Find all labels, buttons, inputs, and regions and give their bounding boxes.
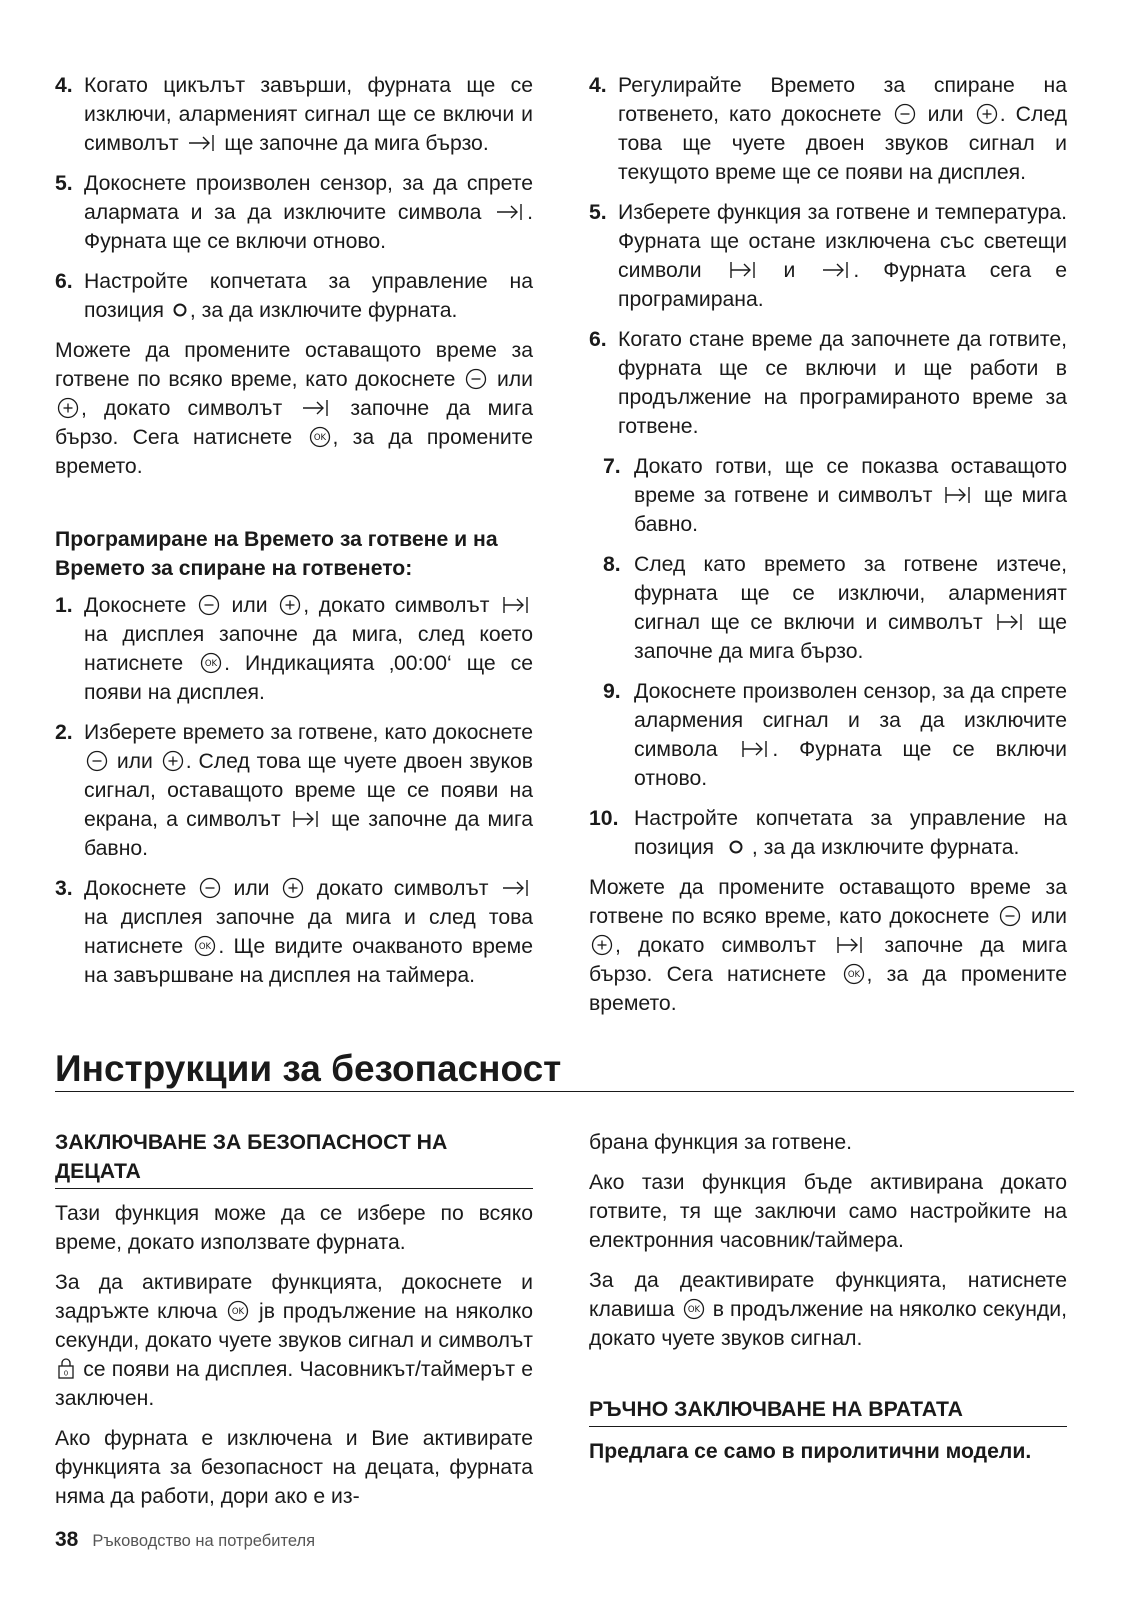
step-text: Изберете функция за готвене и температура. Фурната ще остане изключена със светещи символи — [618, 201, 1067, 282]
page-footer — [55, 1528, 315, 1552]
plus-icon — [57, 397, 79, 419]
duration-icon — [740, 738, 770, 760]
duration-icon — [728, 259, 758, 281]
step-text: , за да изключите фурната. — [751, 836, 1020, 859]
child-lock-column — [55, 1128, 533, 1522]
step-text: Когато цикълът завърши, фурната ще се изключи, алармeният сигнал ще се включи и символът — [84, 74, 533, 155]
minus-icon — [465, 368, 487, 390]
programming-steps-continued — [589, 71, 1067, 441]
para-text: За да деактивирате функцията, натиснете клавиша — [589, 1269, 1067, 1321]
end-time-icon — [187, 132, 217, 154]
step-text: След като времето за готвене изтече, фурната ще се изключи, алармeният сигнал ще се включи и символът — [634, 553, 1067, 634]
para-text: Можете да промените оставащото време за готвене по всяко време, като докоснете — [55, 339, 533, 391]
list-item — [589, 71, 1067, 187]
para-text: За да активирате функцията, докоснете и задръжте ключа — [55, 1271, 533, 1323]
step-text: Докоснете — [84, 877, 187, 900]
child-lock-column-continued — [589, 1128, 1067, 1466]
step-text: на дисплея започне да мига, след което натиснете — [84, 623, 533, 675]
para-text: или — [1030, 905, 1067, 928]
step-number: 4. — [589, 74, 607, 97]
step-text: на дисплея започне да мига и след това натиснете — [84, 906, 533, 958]
list-item — [55, 591, 533, 707]
step-text: ще започне да мига бавно. — [84, 808, 534, 860]
para-text: , за да промените времето. — [589, 963, 1068, 1015]
minus-icon — [999, 905, 1021, 927]
list-item — [589, 325, 1067, 441]
para-text: се появи на дисплея. Часовникът/таймерът е заключен. — [55, 1358, 534, 1410]
step-number: 10. — [589, 807, 619, 830]
step-number: 7. — [603, 455, 621, 478]
step-text: Настройте копчетата за управление на позиция — [634, 807, 1067, 859]
plus-icon — [591, 934, 613, 956]
step-text: ще започне да мига бързо. — [224, 132, 489, 155]
step-text: ще мига бавно. — [634, 484, 1068, 536]
step-text: , докато символът — [303, 594, 490, 617]
list-item — [589, 677, 1067, 793]
duration-icon — [943, 484, 973, 506]
step-number: 8. — [603, 553, 621, 576]
list-item — [589, 550, 1067, 666]
para-text: започне да мига бързо. Сега натиснете — [55, 397, 534, 449]
child-lock-off-note: Ако фурната е изключена и Вие активирате функцията за безопасност на децата, фурната няма да работи, дори ако е из- — [55, 1427, 533, 1508]
step-text: Регулирайте Времето за спиране на готвенето, като докоснете — [618, 74, 1067, 126]
ok-icon — [194, 935, 216, 957]
para-text: започне да мига бързо. Сега натиснете — [589, 934, 1068, 986]
step-text: или — [927, 103, 964, 126]
end-time-icon — [301, 397, 331, 419]
ok-icon — [309, 426, 331, 448]
minus-icon — [199, 877, 221, 899]
ok-icon — [200, 652, 222, 674]
step-text: и — [783, 259, 796, 282]
step-number: 4. — [55, 74, 73, 97]
para-text: , докато символът — [81, 397, 283, 420]
child-lock-intro: Тази функция може да се избере по всяко време, докато използвате фурната. — [55, 1202, 533, 1254]
step-number: 9. — [603, 680, 621, 703]
step-number: 2. — [55, 721, 73, 744]
step-text: докато символът — [316, 877, 489, 900]
step-text: ще започне да мига бързо. — [634, 611, 1068, 663]
para-text: , докато символът — [615, 934, 817, 957]
duration-icon — [995, 611, 1025, 633]
para-text: в продължение на няколко секунди, докато чуете звуков сигнал. — [589, 1298, 1067, 1350]
step-text: или — [231, 594, 268, 617]
step-text: или — [233, 877, 270, 900]
step-text: или — [116, 750, 153, 773]
change-time-paragraph — [589, 873, 1067, 1018]
step-text: Настройте копчетата за управление на позиция — [84, 270, 533, 322]
page-number: 38 — [55, 1528, 79, 1551]
duration-icon — [501, 594, 531, 616]
minus-icon — [86, 750, 108, 772]
minus-icon — [894, 103, 916, 125]
step-text: Докоснете — [84, 594, 187, 617]
list-item — [589, 804, 1067, 862]
para-text: , за да промените времето. — [55, 426, 534, 478]
step-text: Изберете времето за готвене, като докоснете — [84, 721, 533, 744]
plus-icon — [279, 594, 301, 616]
end-time-icon — [495, 201, 525, 223]
child-lock-deactivate — [589, 1266, 1067, 1353]
list-item — [55, 267, 533, 325]
step-text: . След това ще чуете двоен звуков сигнал и текущото време ще се появи на дисплея. — [618, 103, 1068, 184]
end-time-icon — [821, 259, 851, 281]
step-text: Когато стане време да започнете да готвите, фурната ще се включи и ще работи в продължение на програмираното време за готвене. — [618, 328, 1067, 438]
off-position-icon — [722, 836, 750, 858]
para-text: јв продължение на няколко секунди, докато чуете звуков сигнал и символът — [55, 1300, 533, 1352]
end-time-icon — [501, 877, 531, 899]
list-item — [589, 452, 1067, 539]
step-text: . Фурната сега е програмирана. — [618, 259, 1067, 311]
plus-icon — [282, 877, 304, 899]
duration-icon — [291, 808, 321, 830]
child-lock-heading: ЗАКЛЮЧВАНЕ ЗА БЕЗОПАСНОСТ НА ДЕЦАТА — [55, 1128, 533, 1189]
para-text: Можете да промените оставащото време за готвене по всяко време, като докоснете — [589, 876, 1067, 928]
programming-steps-indented — [589, 452, 1067, 793]
door-lock-heading: РЪЧНО ЗАКЛЮЧВАНЕ НА ВРАТАТА — [589, 1395, 1067, 1427]
programming-steps-final — [589, 804, 1067, 862]
step-number: 1. — [55, 594, 73, 617]
ok-icon — [683, 1298, 705, 1320]
list-item — [55, 874, 533, 990]
programming-subheading: Програмиране на Времето за готвене и на Времето за спиране на готвенето: — [55, 528, 498, 580]
step-text: . Ще видите очакваното време на завършване на дисплея на таймера. — [84, 935, 533, 987]
step-text: . Индикацията ‚00:00‘ ще се появи на дисплея. — [84, 652, 534, 704]
duration-icon — [835, 934, 865, 956]
step-text: , за да изключите фурната. — [189, 299, 458, 322]
programming-steps — [55, 591, 533, 990]
child-lock-off-note-continued: брана функция за готвене. — [589, 1131, 853, 1154]
footer-label: Ръководство на потребителя — [92, 1532, 316, 1550]
section-title: Инструкции за безопасност — [55, 1047, 1074, 1092]
child-lock-activate — [55, 1268, 533, 1413]
step-text: . След това ще чуете двоен звуков сигнал, оставащото време ще се появи на екрана, а символът — [84, 750, 534, 831]
list-item — [55, 169, 533, 256]
step-text: Докоснете произволен сензор, за да спрете алармения сигнал и за да изключите символа — [634, 680, 1067, 761]
step-number: 5. — [55, 172, 73, 195]
step-text: Докато готви, ще се показва оставащото време за готвене и символът — [634, 455, 1067, 507]
ok-icon — [227, 1300, 249, 1322]
step-text: . Фурната ще се включи отново. — [634, 738, 1067, 790]
plus-icon — [162, 750, 184, 772]
minus-icon — [198, 594, 220, 616]
change-time-paragraph — [55, 336, 533, 481]
top-left-column — [55, 71, 533, 1001]
list-item — [589, 198, 1067, 314]
list-item — [55, 718, 533, 863]
timer-end-steps — [55, 71, 533, 325]
lock-icon — [57, 1356, 75, 1380]
top-right-column — [589, 71, 1067, 1029]
step-text: . Фурната ще се включи отново. — [84, 201, 533, 253]
para-text: или — [496, 368, 533, 391]
list-item — [55, 71, 533, 158]
step-number: 6. — [589, 328, 607, 351]
step-number: 3. — [55, 877, 73, 900]
door-lock-note: Предлага се само в пиролитични модели. — [589, 1440, 1032, 1463]
step-number: 6. — [55, 270, 73, 293]
plus-icon — [976, 103, 998, 125]
ok-icon — [843, 963, 865, 985]
off-position-icon — [172, 299, 188, 321]
step-text: Докоснете произволен сензор, за да спрете алармата и за да изключите символа — [84, 172, 533, 224]
step-number: 5. — [589, 201, 607, 224]
child-lock-cooking-note: Ако тази функция бъде активирана докато готвите, тя ще заключи само настройките на електронния часовник/таймера. — [589, 1171, 1067, 1252]
